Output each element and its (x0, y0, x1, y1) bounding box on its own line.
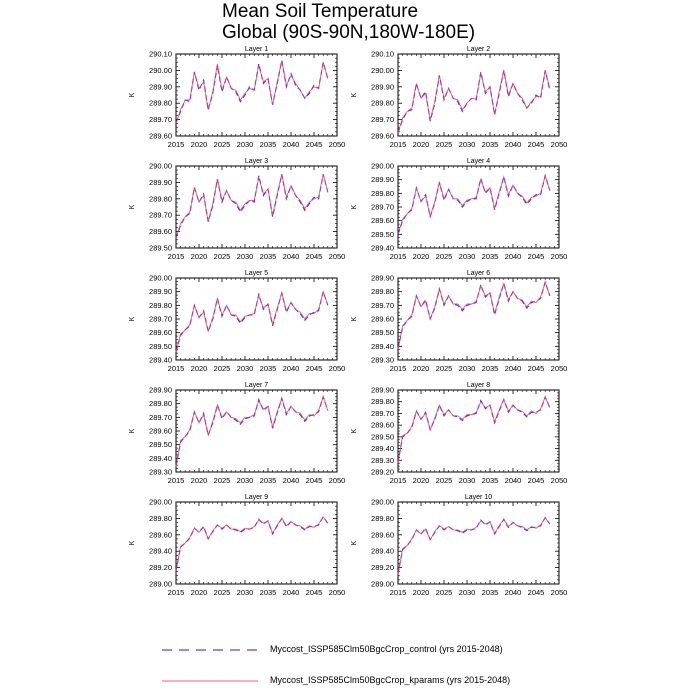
y-tick-label: 289.60 (149, 426, 172, 436)
x-tick-label: 2015 (167, 476, 185, 485)
y-tick-label: 290.00 (149, 161, 172, 171)
y-tick-label: 289.80 (371, 98, 394, 108)
x-tick-label: 2040 (504, 588, 522, 597)
x-tick-label: 2045 (305, 588, 323, 597)
series-line-kparams (176, 397, 328, 467)
series-line-kparams (398, 282, 550, 349)
x-tick-label: 2025 (213, 476, 231, 485)
panel-title: Layer 6 (466, 270, 491, 277)
series-line-kparams (398, 397, 550, 463)
x-tick-label: 2030 (458, 364, 476, 373)
x-tick-label: 2040 (282, 588, 300, 597)
x-tick-label: 2050 (328, 364, 346, 373)
series-line-kparams (176, 61, 328, 123)
panel-title: Layer 8 (466, 382, 491, 389)
x-tick-label: 2020 (190, 588, 208, 597)
x-tick-label: 2035 (481, 476, 499, 485)
legend-group (162, 650, 258, 681)
plot-frame (398, 502, 559, 584)
y-tick-label: 289.70 (371, 300, 394, 310)
y-tick-label: 289.90 (371, 385, 394, 395)
x-tick-label: 2020 (412, 140, 430, 149)
y-tick-label: 289.20 (371, 563, 394, 573)
x-tick-label: 2040 (504, 476, 522, 485)
x-tick-label: 2050 (550, 476, 568, 485)
y-tick-label: 289.60 (371, 216, 394, 226)
x-tick-label: 2035 (259, 252, 277, 261)
panels-group (129, 46, 567, 597)
y-tick-label: 289.60 (149, 530, 172, 540)
x-tick-label: 2015 (167, 252, 185, 261)
x-tick-label: 2015 (167, 588, 185, 597)
x-tick-label: 2025 (435, 364, 453, 373)
panel-title: Layer 7 (244, 382, 269, 389)
y-tick-label: 289.80 (371, 513, 394, 523)
x-tick-label: 2025 (213, 252, 231, 261)
y-tick-label: 289.50 (371, 328, 394, 338)
y-axis-label: K (129, 316, 136, 322)
y-tick-label: 289.40 (371, 546, 394, 556)
y-tick-label: 289.40 (149, 355, 172, 365)
series-line-control (176, 517, 328, 571)
y-tick-label: 290.10 (149, 49, 172, 59)
plot-frame (176, 166, 337, 248)
y-tick-label: 289.90 (149, 177, 172, 187)
x-tick-label: 2035 (481, 588, 499, 597)
series-line-kparams (398, 70, 550, 132)
chart-title-line2: Global (90S-90N,180W-180E) (222, 22, 476, 43)
x-tick-label: 2035 (481, 364, 499, 373)
plot-frame (176, 502, 337, 584)
y-tick-label: 289.00 (371, 579, 394, 589)
x-tick-label: 2050 (328, 252, 346, 261)
series-line-kparams (176, 517, 328, 571)
y-tick-label: 289.70 (371, 115, 394, 125)
series-line-control (176, 174, 328, 238)
y-tick-label: 290.00 (371, 161, 394, 171)
x-tick-label: 2025 (435, 140, 453, 149)
y-tick-label: 289.80 (371, 188, 394, 198)
x-tick-label: 2030 (458, 588, 476, 597)
y-axis-label: K (129, 92, 136, 98)
x-tick-label: 2045 (305, 476, 323, 485)
series-line-control (398, 70, 550, 132)
x-tick-label: 2045 (305, 252, 323, 261)
y-tick-label: 289.60 (371, 530, 394, 540)
series-line-kparams (398, 518, 550, 575)
y-tick-label: 289.90 (371, 273, 394, 283)
y-tick-label: 289.70 (149, 115, 172, 125)
y-tick-label: 289.70 (149, 210, 172, 220)
x-tick-label: 2050 (328, 588, 346, 597)
series-line-kparams (398, 176, 550, 235)
y-tick-label: 289.80 (149, 300, 172, 310)
y-tick-label: 289.30 (371, 355, 394, 365)
x-tick-label: 2045 (305, 140, 323, 149)
panel-9 (129, 494, 345, 597)
y-tick-label: 289.60 (371, 420, 394, 430)
y-tick-label: 289.20 (149, 563, 172, 573)
x-tick-label: 2030 (236, 252, 254, 261)
panel-title: Layer 3 (244, 158, 269, 165)
panel-3 (129, 158, 345, 261)
x-tick-label: 2030 (458, 252, 476, 261)
panel-title: Layer 2 (466, 46, 491, 53)
panel-title: Layer 1 (244, 46, 269, 53)
series-line-control (176, 397, 328, 467)
x-tick-label: 2025 (213, 140, 231, 149)
panel-4 (351, 158, 567, 261)
y-axis-label: K (129, 540, 136, 546)
y-tick-label: 290.00 (149, 497, 172, 507)
x-tick-label: 2040 (282, 140, 300, 149)
plot-frame (176, 278, 337, 360)
plot-frame (176, 54, 337, 136)
plot-frame (398, 390, 559, 472)
x-tick-label: 2020 (190, 476, 208, 485)
x-tick-label: 2050 (328, 476, 346, 485)
panel-title: Layer 9 (244, 494, 269, 501)
x-tick-label: 2025 (213, 364, 231, 373)
x-tick-label: 2015 (167, 140, 185, 149)
x-tick-label: 2040 (282, 364, 300, 373)
y-tick-label: 290.00 (371, 65, 394, 75)
x-tick-label: 2015 (389, 588, 407, 597)
y-tick-label: 289.50 (371, 229, 394, 239)
x-tick-label: 2035 (259, 364, 277, 373)
y-tick-label: 289.80 (149, 513, 172, 523)
plot-frame (398, 166, 559, 248)
chart-title-line1: Mean Soil Temperature (222, 1, 419, 22)
x-tick-label: 2045 (527, 140, 545, 149)
x-tick-label: 2020 (412, 476, 430, 485)
y-tick-label: 289.70 (149, 412, 172, 422)
series-line-control (398, 282, 550, 349)
x-tick-label: 2015 (389, 364, 407, 373)
y-tick-label: 289.40 (371, 444, 394, 454)
x-tick-label: 2025 (435, 588, 453, 597)
x-tick-label: 2035 (259, 476, 277, 485)
x-tick-label: 2020 (190, 140, 208, 149)
y-tick-label: 289.40 (149, 453, 172, 463)
y-axis-label: K (351, 428, 358, 434)
x-tick-label: 2045 (527, 364, 545, 373)
x-tick-label: 2020 (412, 252, 430, 261)
x-tick-label: 2025 (213, 588, 231, 597)
y-tick-label: 289.90 (371, 82, 394, 92)
y-tick-label: 290.00 (149, 65, 172, 75)
y-tick-label: 289.00 (149, 579, 172, 589)
y-tick-label: 289.70 (371, 408, 394, 418)
y-tick-label: 289.70 (149, 314, 172, 324)
series-line-control (398, 176, 550, 235)
y-tick-label: 290.00 (371, 497, 394, 507)
panel-10 (351, 494, 567, 597)
panel-title: Layer 10 (464, 494, 493, 501)
panel-8 (351, 382, 567, 485)
series-line-control (176, 292, 328, 352)
x-tick-label: 2035 (481, 252, 499, 261)
legend-label-kparams: Myccost_ISSP585Clm50BgcCrop_kparams (yrs 2015-2048) (270, 675, 511, 685)
x-tick-label: 2025 (435, 252, 453, 261)
x-tick-label: 2020 (412, 364, 430, 373)
x-tick-label: 2015 (389, 476, 407, 485)
x-tick-label: 2040 (282, 476, 300, 485)
y-tick-label: 289.60 (371, 131, 394, 141)
y-tick-label: 289.60 (371, 314, 394, 324)
plot-frame (398, 54, 559, 136)
x-tick-label: 2030 (458, 140, 476, 149)
y-tick-label: 289.30 (371, 455, 394, 465)
x-tick-label: 2020 (190, 364, 208, 373)
y-axis-label: K (129, 204, 136, 210)
x-tick-label: 2035 (259, 588, 277, 597)
y-tick-label: 289.90 (371, 175, 394, 185)
series-line-kparams (176, 174, 328, 238)
y-tick-label: 289.90 (149, 82, 172, 92)
y-tick-label: 289.50 (371, 432, 394, 442)
y-axis-label: K (129, 428, 136, 434)
series-line-kparams (176, 292, 328, 352)
y-tick-label: 289.20 (371, 467, 394, 477)
y-tick-label: 289.80 (371, 287, 394, 297)
series-line-control (398, 518, 550, 575)
x-tick-label: 2030 (236, 476, 254, 485)
series-line-control (176, 61, 328, 123)
panel-2 (351, 46, 567, 149)
y-tick-label: 289.80 (149, 194, 172, 204)
x-tick-label: 2030 (458, 476, 476, 485)
y-tick-label: 289.70 (371, 202, 394, 212)
legend-label-control: Myccost_ISSP585Clm50BgcCrop_control (yrs 2015-2048) (270, 644, 503, 654)
x-tick-label: 2040 (282, 252, 300, 261)
y-axis-label: K (351, 92, 358, 98)
x-tick-label: 2050 (328, 140, 346, 149)
panel-1 (129, 46, 345, 149)
x-tick-label: 2025 (435, 476, 453, 485)
x-tick-label: 2050 (550, 140, 568, 149)
plot-frame (176, 390, 337, 472)
y-tick-label: 289.40 (371, 341, 394, 351)
x-tick-label: 2015 (167, 364, 185, 373)
x-tick-label: 2050 (550, 588, 568, 597)
y-tick-label: 289.80 (371, 397, 394, 407)
x-tick-label: 2040 (504, 364, 522, 373)
plot-frame (398, 278, 559, 360)
y-tick-label: 289.40 (149, 546, 172, 556)
series-line-control (398, 397, 550, 463)
y-tick-label: 289.90 (149, 385, 172, 395)
panel-6 (351, 270, 567, 373)
y-tick-label: 289.50 (149, 341, 172, 351)
x-tick-label: 2045 (527, 588, 545, 597)
x-tick-label: 2030 (236, 588, 254, 597)
panel-5 (129, 270, 345, 373)
x-tick-label: 2020 (412, 588, 430, 597)
x-tick-label: 2030 (236, 140, 254, 149)
x-tick-label: 2050 (550, 364, 568, 373)
x-tick-label: 2035 (481, 140, 499, 149)
y-tick-label: 289.40 (371, 243, 394, 253)
x-tick-label: 2020 (190, 252, 208, 261)
y-tick-label: 290.00 (149, 273, 172, 283)
y-tick-label: 290.10 (371, 49, 394, 59)
panel-title: Layer 5 (244, 270, 269, 277)
y-tick-label: 289.60 (149, 328, 172, 338)
y-tick-label: 289.80 (149, 98, 172, 108)
x-tick-label: 2040 (504, 140, 522, 149)
x-tick-label: 2045 (527, 476, 545, 485)
x-tick-label: 2040 (504, 252, 522, 261)
y-axis-label: K (351, 204, 358, 210)
x-tick-label: 2015 (389, 140, 407, 149)
y-tick-label: 289.30 (149, 467, 172, 477)
x-tick-label: 2035 (259, 140, 277, 149)
x-tick-label: 2015 (389, 252, 407, 261)
panel-7 (129, 382, 345, 485)
y-tick-label: 289.60 (149, 227, 172, 237)
y-tick-label: 289.50 (149, 243, 172, 253)
x-tick-label: 2030 (236, 364, 254, 373)
y-axis-label: K (351, 540, 358, 546)
y-tick-label: 289.60 (149, 131, 172, 141)
x-tick-label: 2045 (305, 364, 323, 373)
y-axis-label: K (351, 316, 358, 322)
panel-title: Layer 4 (466, 158, 491, 165)
y-tick-label: 289.50 (149, 440, 172, 450)
x-tick-label: 2045 (527, 252, 545, 261)
y-tick-label: 289.90 (149, 287, 172, 297)
x-tick-label: 2050 (550, 252, 568, 261)
y-tick-label: 289.80 (149, 399, 172, 409)
